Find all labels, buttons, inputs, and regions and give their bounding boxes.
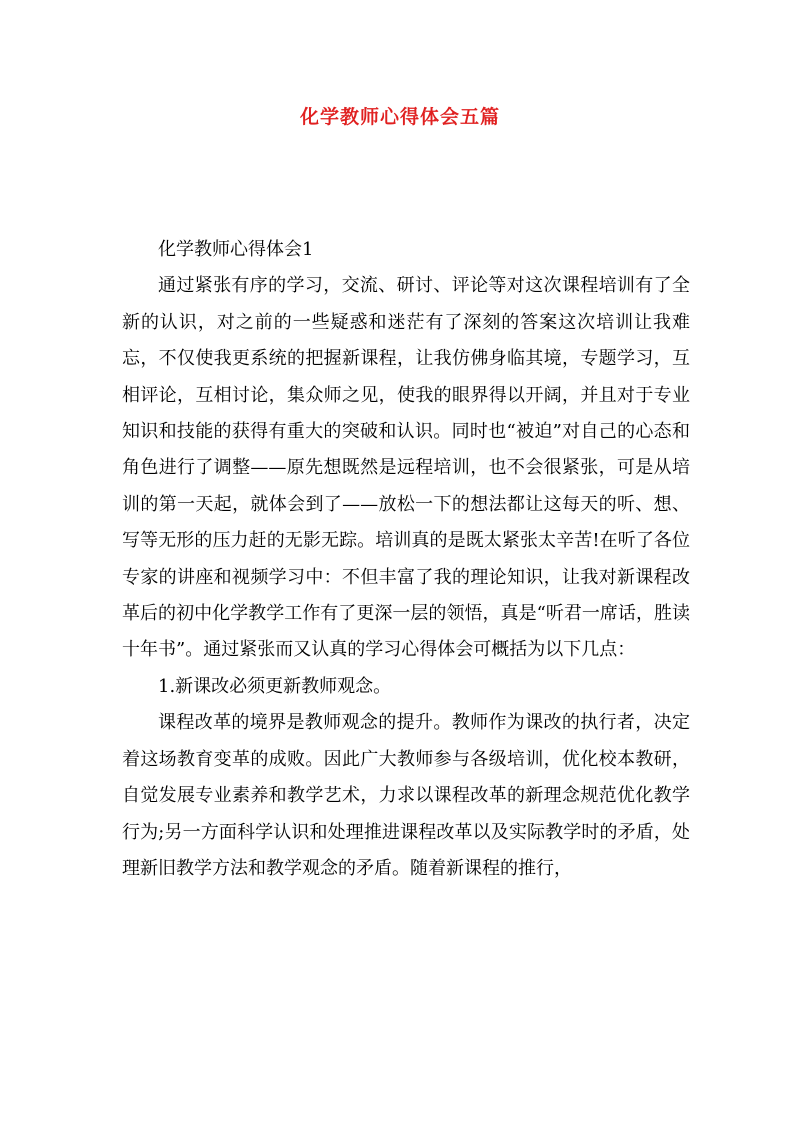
document-body bbox=[122, 232, 690, 887]
paragraph-3: 课程改革的境界是教师观念的提升。教师作为课改的执行者，决定着这场教育变革的成败。因此广大教师参与各级培训，优化校本教研，自觉发展专业素养和教学艺术，力求以课程改革的新理念规范优化教学行为;另一方面科学认识和处理推进课程改革以及实际教学时的矛盾，处理新旧教学方法和教学观念的矛盾。随着新课程的推行， bbox=[122, 712, 690, 879]
document-title: 化学教师心得体会五篇 bbox=[299, 106, 500, 128]
paragraph-2: 1.新课改必须更新教师观念。 bbox=[158, 675, 392, 697]
paragraph-1: 通过紧张有序的学习，交流、研讨、评论等对这次课程培训有了全新的认识，对之前的一些疑惑和迷茫有了深刻的答案这次培训让我难忘，不仅使我更系统的把握新课程，让我仿佛身临其境，专题学习，互相评论，互相讨论，集众师之见，使我的眼界得以开阔，并且对于专业知识和技能的获得有重大的突破和认识。同时也“被迫”对自己的心态和角色进行了调整——原先想既然是远程培训，也不会很紧张，可是从培训的第一天起，就体会到了——放松一下的想法都让这每天的听、想、写等无形的压力赶的无影无踪。培训真的是既太紧张太辛苦!在听了各位专家的讲座和视频学习中：不但丰富了我的理论知识，让我对新课程改革后的初中化学教学工作有了更深一层的领悟，真是“听君一席话，胜读十年书”。通过紧张而又认真的学习心得体会可概括为以下几点： bbox=[122, 275, 690, 661]
section-heading: 化学教师心得体会1 bbox=[158, 239, 314, 260]
